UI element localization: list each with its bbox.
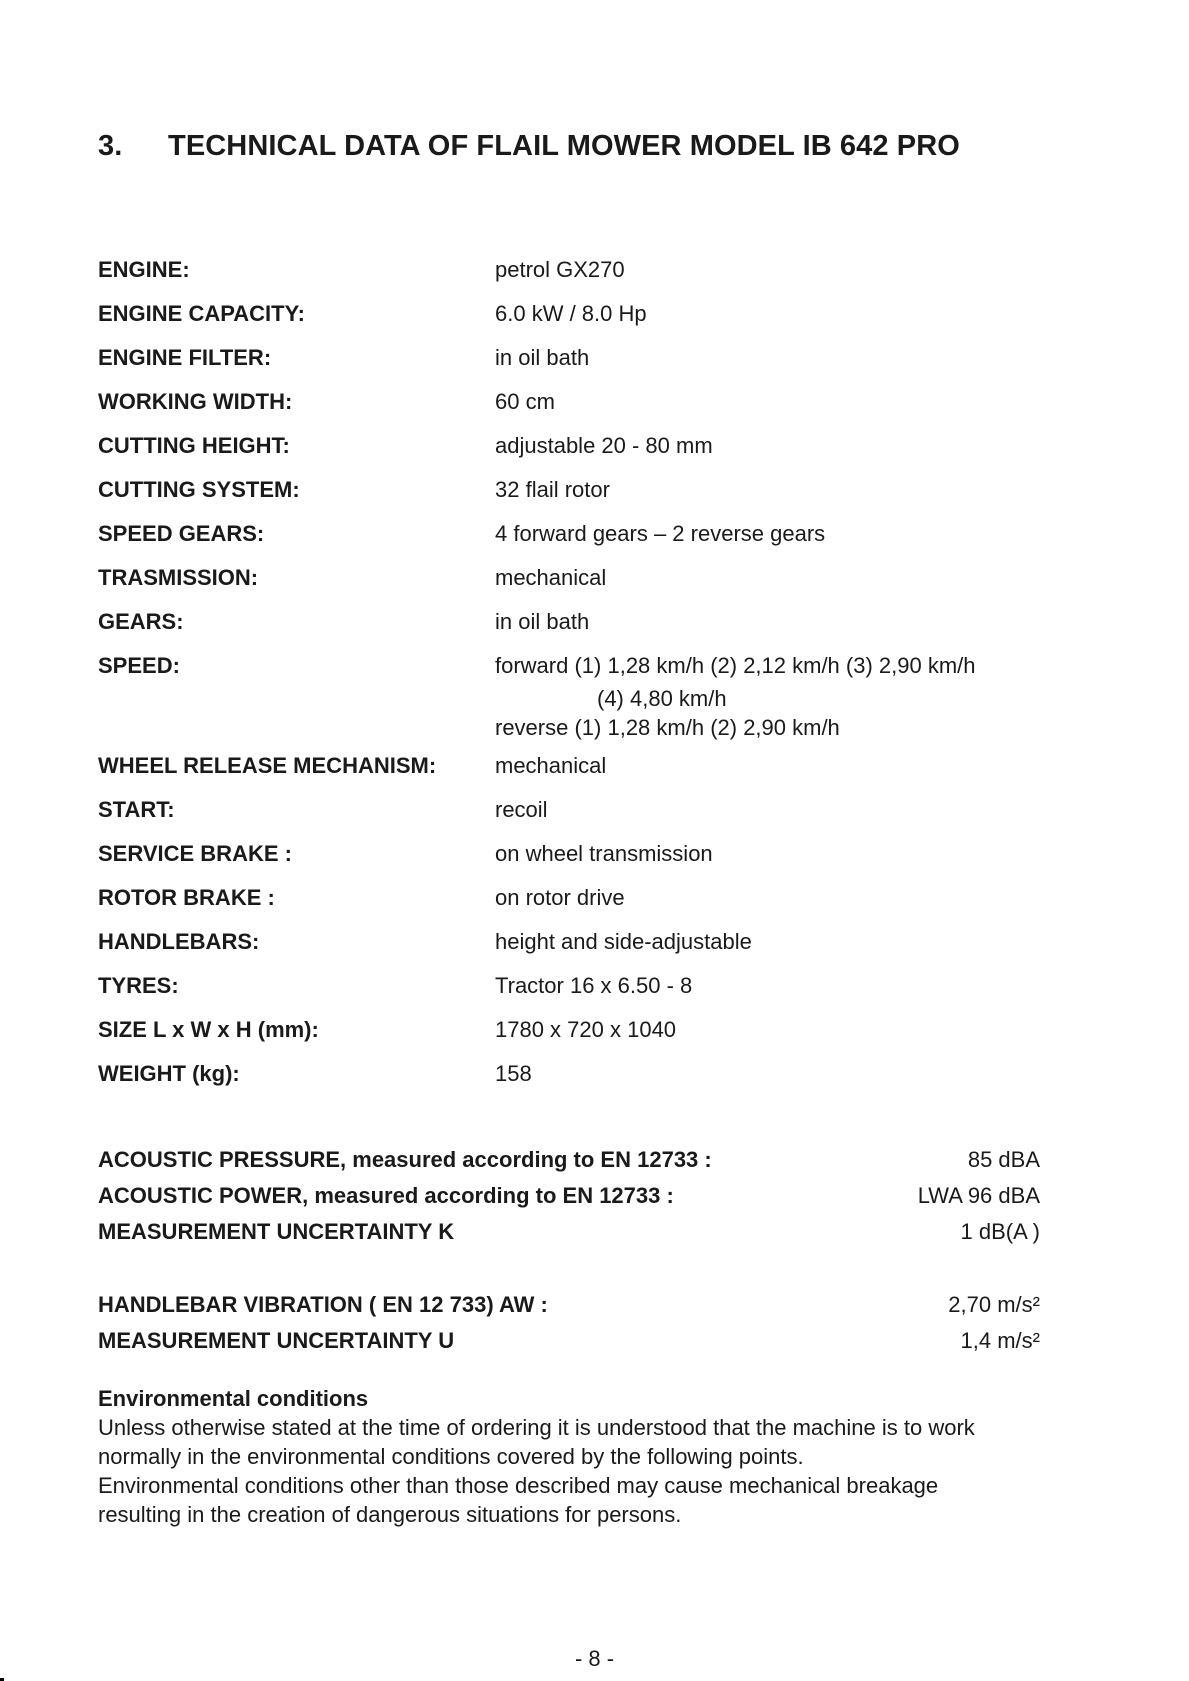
spec-label: ENGINE CAPACITY: — [98, 301, 305, 326]
measurement-uncertainty-k-row — [98, 1219, 1040, 1249]
spec-value: 60 cm — [495, 389, 555, 414]
section-title-text: TECHNICAL DATA OF FLAIL MOWER MODEL IB 642 PRO — [168, 130, 960, 162]
spec-label: HANDLEBARS: — [98, 929, 260, 954]
handlebar-vibration-row — [98, 1292, 1040, 1322]
spec-value: 1780 x 720 x 1040 — [495, 1017, 677, 1042]
spec-label: ENGINE FILTER: — [98, 345, 272, 370]
spec-label: WORKING WIDTH: — [98, 389, 293, 414]
spec-value: in oil bath — [495, 345, 590, 370]
spec-label: TYRES: — [98, 973, 179, 998]
vibration-label: HANDLEBAR VIBRATION ( EN 12 733) AW : — [98, 1292, 548, 1317]
spec-label: START: — [98, 797, 175, 822]
spec-value: forward (1) 1,28 km/h (2) 2,12 km/h (3) 2,90 km/h — [495, 653, 976, 678]
spec-value: Tractor 16 x 6.50 - 8 — [495, 973, 693, 998]
spec-value: height and side-adjustable — [495, 929, 752, 954]
section-number: 3. — [98, 130, 123, 162]
spec-value: 32 flail rotor — [495, 477, 610, 502]
spec-value: 4 forward gears – 2 reverse gears — [495, 521, 826, 546]
vibration-value: 2,70 m/s² — [948, 1292, 1040, 1317]
spec-label: CUTTING HEIGHT: — [98, 433, 290, 458]
speed-reverse-line: reverse (1) 1,28 km/h (2) 2,90 km/h — [495, 715, 840, 740]
page-title — [98, 130, 960, 163]
environmental-text-line: Unless otherwise stated at the time of ordering it is understood that the machine is to work — [98, 1415, 975, 1440]
spec-value: adjustable 20 - 80 mm — [495, 433, 713, 458]
spec-value: 158 — [495, 1061, 532, 1086]
spec-label: CUTTING SYSTEM: — [98, 477, 300, 502]
spec-label: WHEEL RELEASE MECHANISM: — [98, 753, 437, 778]
spec-value: recoil — [495, 797, 548, 822]
spec-label: GEARS: — [98, 609, 184, 634]
environmental-text-line: normally in the environmental conditions covered by the following points. — [98, 1444, 804, 1469]
spec-value: petrol GX270 — [495, 257, 625, 282]
acoustic-label: ACOUSTIC POWER, measured according to EN 12733 : — [98, 1183, 674, 1208]
spec-label: SIZE L x W x H (mm): — [98, 1017, 319, 1042]
spec-label: ENGINE: — [98, 257, 190, 282]
environmental-conditions-heading: Environmental conditions — [98, 1386, 369, 1411]
spec-value: on rotor drive — [495, 885, 625, 910]
spec-label: SPEED: — [98, 653, 180, 678]
measurement-uncertainty-u-row — [98, 1328, 1040, 1358]
acoustic-label: ACOUSTIC PRESSURE, measured according to EN 12733 : — [98, 1147, 712, 1172]
acoustic-value: 1 dB(A ) — [960, 1219, 1040, 1244]
environmental-text-line: Environmental conditions other than those described may cause mechanical breakage — [98, 1473, 939, 1498]
environmental-text-line: resulting in the creation of dangerous situations for persons. — [98, 1502, 682, 1527]
spec-label: ROTOR BRAKE : — [98, 885, 275, 910]
acoustic-pressure-row — [98, 1147, 1040, 1177]
vibration-value: 1,4 m/s² — [960, 1328, 1040, 1353]
acoustic-value: 85 dBA — [967, 1147, 1040, 1172]
vibration-label: MEASUREMENT UNCERTAINTY U — [98, 1328, 455, 1353]
acoustic-value: LWA 96 dBA — [917, 1183, 1040, 1208]
speed-forward-line-2: (4) 4,80 km/h — [597, 686, 727, 711]
spec-label: SPEED GEARS: — [98, 521, 265, 546]
spec-value: on wheel transmission — [495, 841, 713, 866]
spec-label: SERVICE BRAKE : — [98, 841, 292, 866]
acoustic-label: MEASUREMENT UNCERTAINTY K — [98, 1219, 455, 1244]
acoustic-power-row — [98, 1183, 1040, 1213]
spec-value: mechanical — [495, 753, 607, 778]
spec-value: 6.0 kW / 8.0 Hp — [495, 301, 647, 326]
spec-label: TRASMISSION: — [98, 565, 259, 590]
page-number: - 8 - — [574, 1646, 615, 1671]
spec-value: mechanical — [495, 565, 607, 590]
spec-value: in oil bath — [495, 609, 590, 634]
spec-label: WEIGHT (kg): — [98, 1061, 240, 1086]
